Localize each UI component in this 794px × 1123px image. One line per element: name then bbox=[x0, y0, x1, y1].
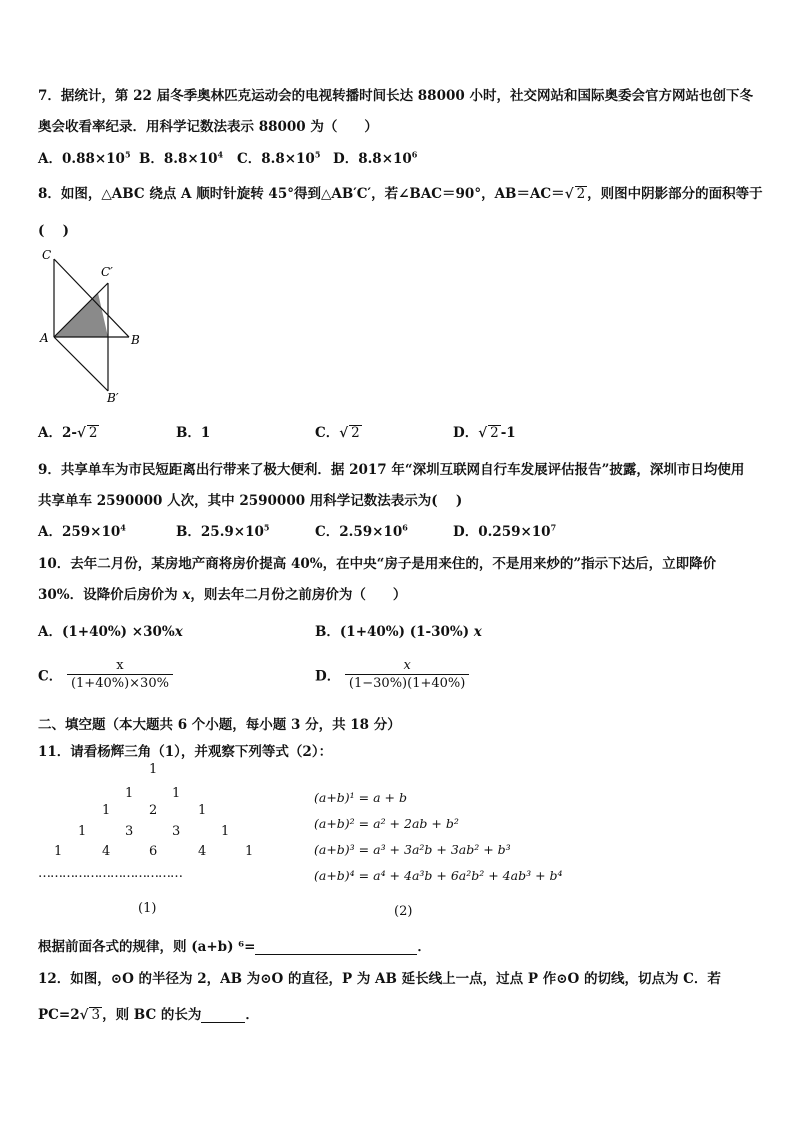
q7-option-c: C．$8.8\times 10^5$ bbox=[237, 149, 321, 167]
q7-option-d: D．$8.8\times 10^6$ bbox=[333, 149, 418, 167]
q9-stem-line1: 9．共享单车为市民短距离出行带来了极大便利．据 2017 年“深圳互联网自行车发展评估报告”披露，深圳市日均使用 bbox=[38, 462, 745, 478]
caption-figure-2: (2) bbox=[394, 904, 413, 919]
q10-stem-line1: 10．去年二月份，某房地产商将房价提高 40%，在中央“房子是用来住的，不是用来炒的”指示下达后，立即降价 bbox=[38, 556, 717, 572]
q10-option-a: A．(1+40%) ×30%x bbox=[38, 624, 183, 640]
label-b-prime: B′ bbox=[107, 391, 119, 405]
q8-option-c: C．√ 2 bbox=[315, 425, 360, 441]
pascal-r4-c1: 1 bbox=[78, 824, 87, 839]
equation-power-2: (a+b)² = a² + 2ab + b² bbox=[314, 816, 459, 831]
q8-stem-line2: ( ) bbox=[38, 223, 69, 239]
label-c-prime: C′ bbox=[101, 265, 113, 279]
q10-option-d-fraction: $\frac{x}{(1-30\%)(1+40\%)}$ bbox=[345, 658, 469, 691]
label-b: B bbox=[131, 333, 140, 347]
q10-stem-line2: 30%．设降价后房价为 x，则去年二月份之前房价为（ ） bbox=[38, 587, 407, 603]
pascal-r4-c3: 3 bbox=[172, 824, 181, 839]
pascal-r3-c2: 2 bbox=[149, 803, 158, 818]
pascal-r4-c2: 3 bbox=[125, 824, 134, 839]
pascal-r5-c4: 4 bbox=[198, 844, 207, 859]
pascal-r3-c1: 1 bbox=[102, 803, 111, 818]
pascal-r5-c1: 1 bbox=[54, 844, 63, 859]
q12-answer-blank[interactable] bbox=[201, 1022, 245, 1023]
equation-power-4: (a+b)⁴ = a⁴ + 4a³b + 6a²b² + 4ab³ + b⁴ bbox=[314, 868, 563, 883]
q9-option-d: D．$0.259\times 10^7$ bbox=[453, 522, 557, 540]
q8-option-d: D．√ 2 -1 bbox=[453, 425, 516, 441]
q12-stem-line1: 12．如图，⊙O 的半径为 2，AB 为⊙O 的直径，P 为 AB 延长线上一点，过点 P 作⊙O 的切线，切点为 C．若 bbox=[38, 971, 721, 987]
pascal-r3-c3: 1 bbox=[198, 803, 207, 818]
pascal-continuation-dots: ……………………………… bbox=[38, 866, 182, 881]
q8-figure bbox=[36, 245, 146, 410]
caption-figure-1: (1) bbox=[138, 901, 157, 916]
pascal-r1-c1: 1 bbox=[149, 762, 158, 777]
label-c: C bbox=[42, 248, 52, 262]
pascal-r5-c5: 1 bbox=[245, 844, 254, 859]
q9-option-c: C．$2.59\times 10^6$ bbox=[315, 522, 408, 540]
pascal-r5-c2: 4 bbox=[102, 844, 111, 859]
q8-option-a: A．2-√ 2 bbox=[38, 425, 98, 441]
q8-stem-line1: 8．如图，△ABC 绕点 A 顺时针旋转 45°得到△AB′C′，若∠BAC＝90°，AB＝AC＝√ 2 ，则图中阴影部分的面积等于 bbox=[38, 186, 763, 202]
q7-stem-line1: 7．据统计，第 22 届冬季奥林匹克运动会的电视转播时间长达 88000 小时，社交网站和国际奥委会官方网站也创下冬 bbox=[38, 88, 753, 104]
pascal-r5-c3: 6 bbox=[149, 844, 158, 859]
q9-option-b: B．$25.9\times 10^5$ bbox=[176, 522, 270, 540]
section-2-heading: 二、填空题（本大题共 6 个小题，每小题 3 分，共 18 分） bbox=[38, 717, 401, 733]
q11-answer-blank[interactable] bbox=[255, 954, 417, 955]
pascal-r2-c2: 1 bbox=[172, 786, 181, 801]
q7-option-a: A．$0.88\times 10^5$ bbox=[38, 149, 131, 167]
pascal-r2-c1: 1 bbox=[125, 786, 134, 801]
q12-stem-line2: PC=2√ 3 ，则 BC 的长为 ． bbox=[38, 1007, 259, 1023]
q8-option-b: B．1 bbox=[176, 425, 211, 441]
q10-option-b: B．(1+40%) (1-30%) x bbox=[315, 624, 482, 640]
q11-stem: 11．请看杨辉三角（1），并观察下列等式（2）： bbox=[38, 744, 333, 760]
q7-stem-line2: 奥会收看率纪录．用科学记数法表示 88000 为（ ） bbox=[38, 119, 378, 135]
q9-option-a: A．$259\times 10^4$ bbox=[38, 522, 126, 540]
q10-option-c-fraction: $\frac{x}{(1+40\%)\times 30\%}$ bbox=[67, 658, 173, 691]
pascal-r4-c4: 1 bbox=[221, 824, 230, 839]
q10-option-d: D． $\frac{x}{(1-30\%)(1+40\%)}$ bbox=[315, 658, 469, 691]
q11-answer-line: 根据前面各式的规律，则 (a+b) ⁶= ． bbox=[38, 939, 431, 955]
shaded-region bbox=[54, 293, 108, 337]
equation-power-3: (a+b)³ = a³ + 3a²b + 3ab² + b³ bbox=[314, 842, 511, 857]
label-a: A bbox=[40, 331, 49, 345]
q7-option-b: B．$8.8\times 10^4$ bbox=[139, 149, 224, 167]
q9-stem-line2: 共享单车 2590000 人次，其中 2590000 用科学记数法表示为( ) bbox=[38, 493, 463, 509]
equation-power-1: (a+b)¹ = a + b bbox=[314, 790, 407, 805]
q10-option-c: C． $\frac{x}{(1+40\%)\times 30\%}$ bbox=[38, 658, 173, 691]
